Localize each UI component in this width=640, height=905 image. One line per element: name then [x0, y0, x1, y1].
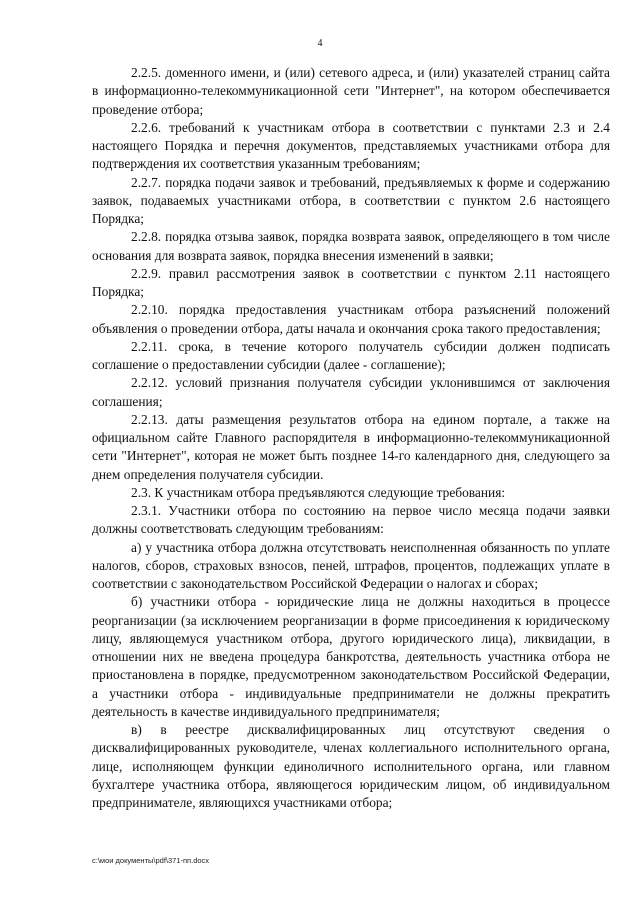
paragraph-2-2-11: 2.2.11. срока, в течение которого получатель субсидии должен подписать соглашение о предоставлении субсидии (далее - соглашение); [92, 338, 610, 372]
paragraph-2-2-10: 2.2.10. порядка предоставления участникам отбора разъяснений положений объявления о проведении отбора, даты начала и окончания срока такого предоставления; [92, 302, 610, 336]
paragraph-2-2-9: 2.2.9. правил рассмотрения заявок в соответствии с пунктом 2.11 настоящего Порядка; [92, 265, 610, 299]
paragraph-item-v: в) в реестре дисквалифицированных лиц отсутствуют сведения о дисквалифицированных руководителе, членах коллегиального исполнительного органа, лице, исполняющем функции единоличного исполнительного органа, или главном бухгалтере участника отбора, являющегося юридическим лицом, об индивидуальном предпринимателе, являющихся участниками отбора; [92, 722, 610, 810]
paragraph-2-2-7: 2.2.7. порядка подачи заявок и требований, предъявляемых к форме и содержанию заявок, подаваемых участниками отбора, в соответствии с пунктом 2.6 настоящего Порядка; [92, 174, 610, 226]
paragraph-item-b: б) участники отбора - юридические лица не должны находиться в процессе реорганизации (за исключением реорганизации в форме присоединения к юридическому лицу, являющемуся участником отбора, другого юридического лица), ликвидации, в отношении них не введена процедура банкротства, деятельность участника отбора не приостановлена в порядке, предусмотренном законодательством Российской Федерации, а участники отбора - индивидуальные предприниматели не должны прекратить деятельность в качестве индивидуального предпринимателя; [92, 594, 610, 719]
paragraph-2-2-5: 2.2.5. доменного имени, и (или) сетевого адреса, и (или) указателей страниц сайта в информационно-телекоммуникационной сети "Интернет", на котором обеспечивается проведение отбора; [92, 65, 610, 117]
paragraph-item-a: а) у участника отбора должна отсутствовать неисполненная обязанность по уплате налогов, сборов, страховых взносов, пеней, штрафов, процентов, подлежащих уплате в соответствии с законодательством Российской Федерации о налогах и сборах; [92, 539, 610, 591]
paragraph-2-3-1: 2.3.1. Участники отбора по состоянию на первое число месяца подачи заявки должны соответствовать следующим требованиям: [92, 503, 610, 537]
paragraph-2-2-6: 2.2.6. требований к участникам отбора в соответствии с пунктами 2.3 и 2.4 настоящего Порядка и перечня документов, представляемых участниками отбора для подтверждения их соответствия указанным требованиям; [92, 119, 610, 172]
paragraph-2-3: 2.3. К участникам отбора предъявляются следующие требования: [131, 484, 506, 500]
paragraph-2-2-13: 2.2.13. даты размещения результатов отбора на едином портале, а также на официальном сайте Главного распорядителя в информационно-телекоммуникационной сети "Интернет", которая не может быть позднее 14-го календарного дня, следующего за днем определения получателя субсидии. [92, 411, 610, 482]
document-body [92, 64, 610, 812]
footer-file-path: c:\мои документы\pdf\371-пп.docx [92, 856, 210, 865]
paragraph-2-2-8: 2.2.8. порядка отзыва заявок, порядка возврата заявок, определяющего в том числе основания для возврата заявок, порядка внесения изменений в заявки; [92, 229, 610, 263]
page-number: 4 [317, 38, 323, 49]
paragraph-2-2-12: 2.2.12. условий признания получателя субсидии уклонившимся от заключения соглашения; [92, 375, 610, 409]
